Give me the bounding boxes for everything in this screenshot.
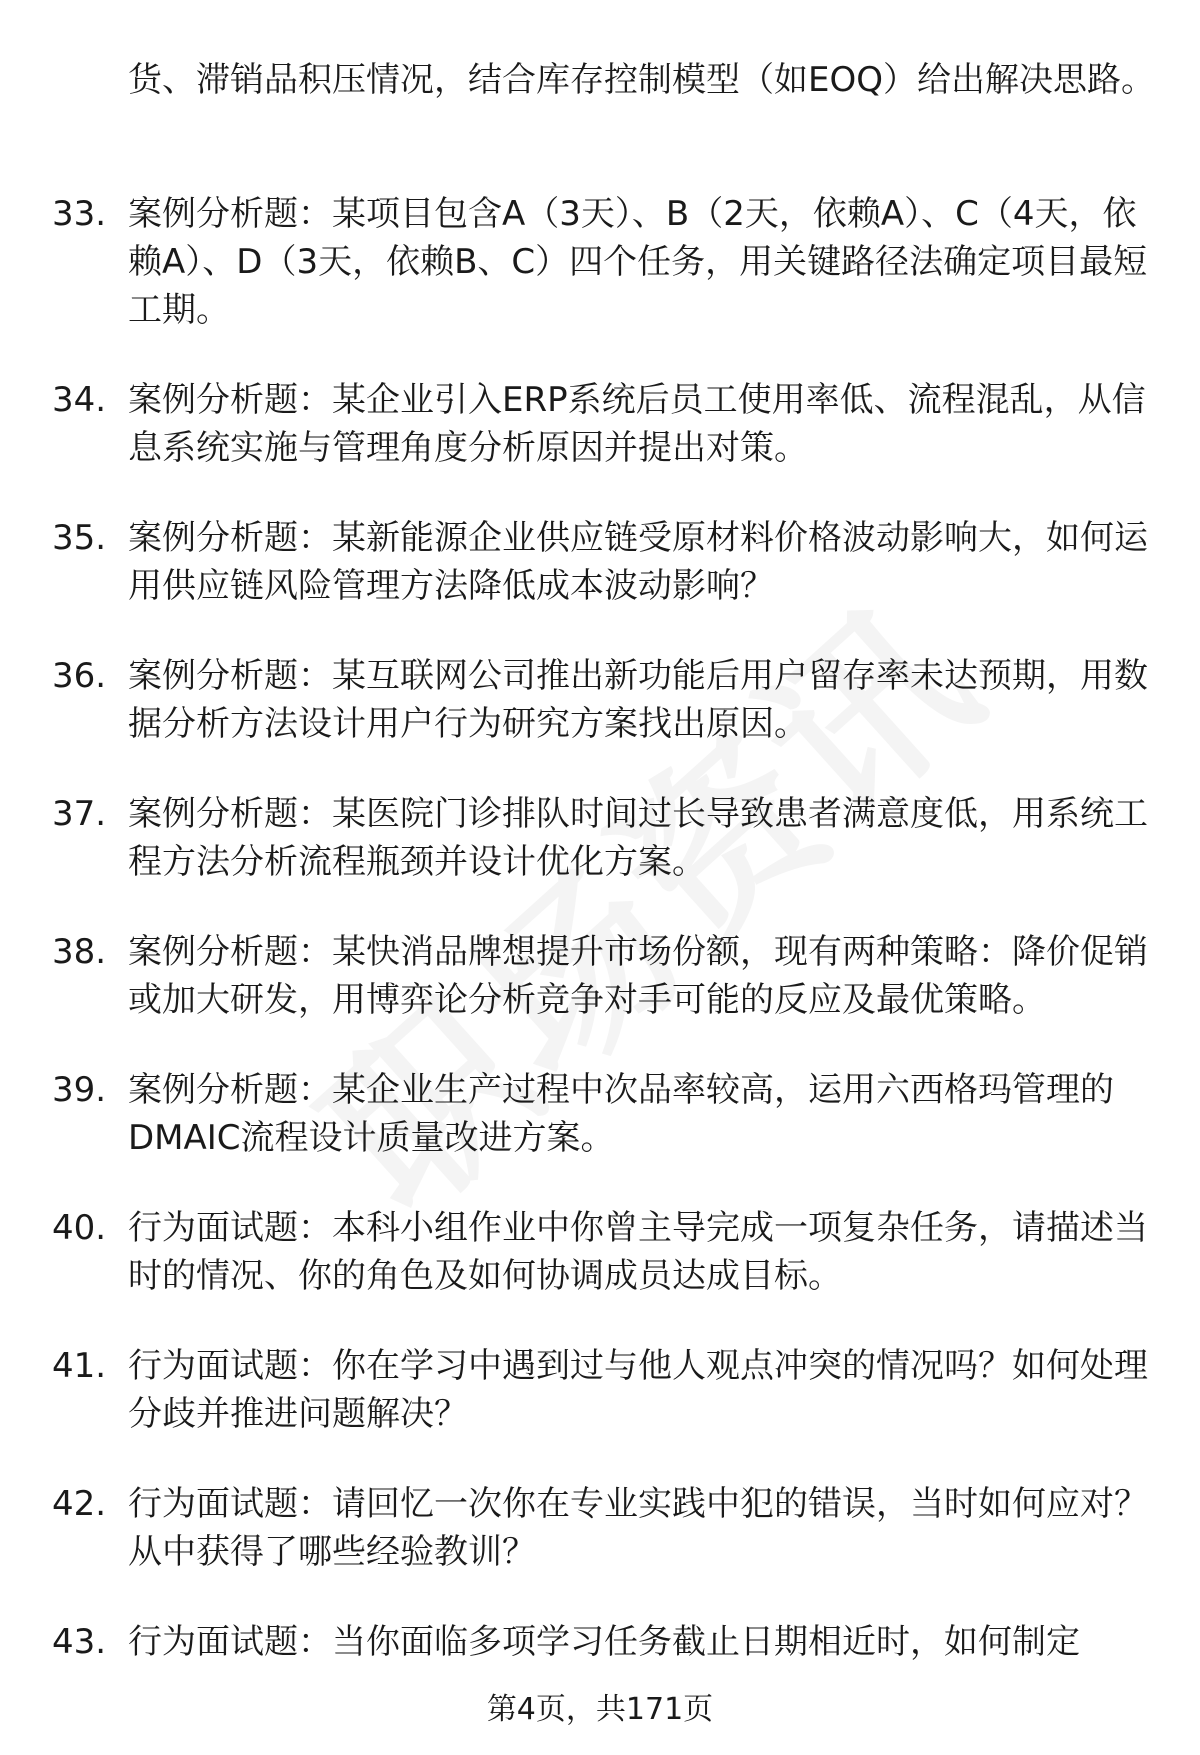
question-text: 案例分析题：某企业引入ERP系统后员工使用率低、流程混乱，从信息系统实施与管理角度分析原因并提出对策。: [128, 380, 1146, 468]
question-number: 36.: [52, 656, 107, 696]
question-item-36: [0, 652, 1200, 748]
question-text: 行为面试题：请回忆一次你在专业实践中犯的错误，当时如何应对？从中获得了哪些经验教训？: [128, 1484, 1148, 1572]
question-item-40: [0, 1204, 1200, 1300]
question-text: 案例分析题：某医院门诊排队时间过长导致患者满意度低，用系统工程方法分析流程瓶颈并设计优化方案。: [128, 794, 1148, 882]
question-item-38: [0, 928, 1200, 1024]
question-number: 41.: [52, 1346, 107, 1386]
question-number: 42.: [52, 1484, 107, 1524]
question-number: 40.: [52, 1208, 107, 1248]
question-item-41: [0, 1342, 1200, 1438]
question-number: 35.: [52, 518, 107, 558]
question-number: 33.: [52, 194, 107, 234]
question-text: 案例分析题：某项目包含A（3天）、B（2天，依赖A）、C（4天，依赖A）、D（3天，依赖B、C）四个任务，用关键路径法确定项目最短工期。: [128, 194, 1148, 330]
question-text: 案例分析题：某新能源企业供应链受原材料价格波动影响大，如何运用供应链风险管理方法降低成本波动影响？: [128, 518, 1148, 606]
question-item-33: [0, 190, 1200, 334]
question-text: 案例分析题：某快消品牌想提升市场份额，现有两种策略：降价促销或加大研发，用博弈论分析竞争对手可能的反应及最优策略。: [128, 932, 1148, 1020]
question-item-35: [0, 514, 1200, 610]
question-text: 行为面试题：当你面临多项学习任务截止日期相近时，如何制定: [128, 1622, 1080, 1662]
question-number: 34.: [52, 380, 107, 420]
question-number: 38.: [52, 932, 107, 972]
question-number: 43.: [52, 1622, 107, 1662]
question-text: 行为面试题：你在学习中遇到过与他人观点冲突的情况吗？如何处理分歧并推进问题解决？: [128, 1346, 1148, 1434]
question-item-42: [0, 1480, 1200, 1576]
question-text: 案例分析题：某互联网公司推出新功能后用户留存率未达预期，用数据分析方法设计用户行为研究方案找出原因。: [128, 656, 1148, 744]
question-number: 37.: [52, 794, 107, 834]
page-footer: 第4页，共171页: [486, 1692, 714, 1727]
question-list: [0, 190, 1200, 1708]
question-item-34: [0, 376, 1200, 472]
question-number: 39.: [52, 1070, 107, 1110]
continuation-paragraph: 货、滞销品积压情况，结合库存控制模型（如EOQ）给出解决思路。: [128, 60, 1156, 100]
question-item-37: [0, 790, 1200, 886]
question-item-43: [0, 1618, 1200, 1666]
question-item-39: [0, 1066, 1200, 1162]
question-text: 案例分析题：某企业生产过程中次品率较高，运用六西格玛管理的DMAIC流程设计质量改进方案。: [128, 1070, 1114, 1158]
question-text: 行为面试题：本科小组作业中你曾主导完成一项复杂任务，请描述当时的情况、你的角色及如何协调成员达成目标。: [128, 1208, 1148, 1296]
